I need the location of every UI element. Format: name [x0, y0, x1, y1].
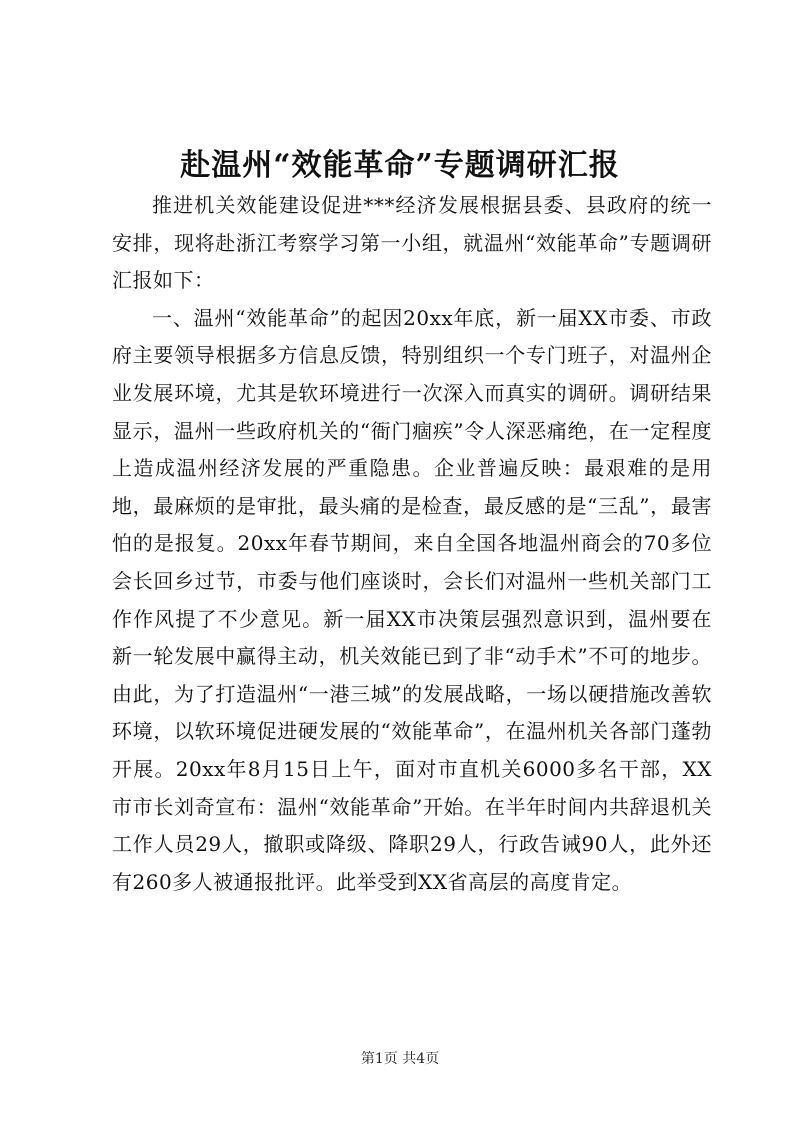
page-footer: 第1页 共4页	[360, 1051, 440, 1067]
document-body	[112, 187, 712, 901]
document-title: 赴温州“效能革命”专题调研汇报	[180, 148, 620, 183]
paragraph-section-one: 一、温州“效能革命”的起因20xx年底，新一届XX市委、市政府主要领导根据多方信息反馈，特别组织一个专门班子，对温州企业发展环境，尤其是软环境进行一次深入而真实的调研。调研结果显示，温州一些政府机关的“衙门痼疾”令人深恶痛绝，在一定程度上造成温州经济发展的严重隐患。企业普遍反映：最艰难的是用地，最麻烦的是审批，最头痛的是检查，最反感的是“三乱”，最害怕的是报复。20xx年春节期间，来自全国各地温州商会的70多位会长回乡过节，市委与他们座谈时，会长们对温州一些机关部门工作作风提了不少意见。新一届XX市决策层强烈意识到，温州要在新一轮发展中赢得主动，机关效能已到了非“动手术”不可的地步。由此，为了打造温州“一港三城”的发展战略，一场以硬措施改善软环境，以软环境促进硬发展的“效能革命”，在温州机关各部门蓬勃开展。20xx年8月15日上午，面对市直机关6000多名干部，XX市市长刘奇宣布：温州“效能革命”开始。在半年时间内共辞退机关工作人员29人，撤职或降级、降职29人，行政告诫90人，此外还有260多人被通报批评。此举受到XX省高层的高度肯定。	[112, 305, 712, 894]
paragraph-intro: 推进机关效能建设促进***经济发展根据县委、县政府的统一安排，现将赴浙江考察学习第一小组，就温州“效能革命”专题调研汇报如下：	[112, 193, 712, 293]
